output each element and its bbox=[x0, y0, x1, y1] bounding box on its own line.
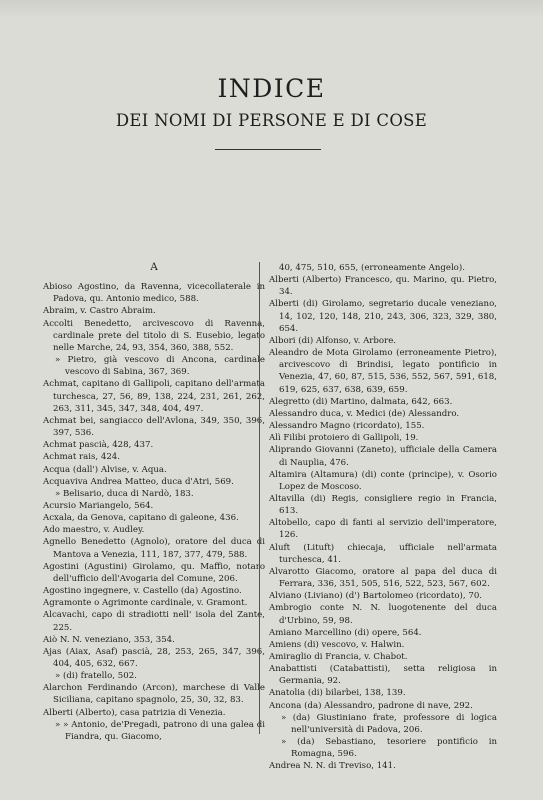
index-entry: Alberti (Alberto) Francesco, qu. Marino, qu. Pietro, 34. bbox=[269, 275, 497, 298]
index-entry: Achmat rais, 424. bbox=[43, 452, 120, 463]
index-entry: Anatolia (di) bilarbei, 138, 139. bbox=[269, 688, 406, 699]
index-entry: Agostino ingegnere, v. Castello (da) Agostino. bbox=[43, 586, 242, 597]
index-entry: Alberti (Alberto), casa patrizia di Venezia. bbox=[43, 707, 226, 718]
index-entry: Alessandro duca, v. Medici (de) Alessandro. bbox=[269, 408, 460, 419]
index-entry: Acqua (dall') Alvise, v. Aqua. bbox=[43, 464, 167, 475]
page-title: INDICE bbox=[217, 74, 326, 103]
right-column bbox=[269, 262, 497, 773]
index-entry: Alberti (di) Girolamo, segretario ducale veneziano, 14, 102, 120, 148, 210, 243, 306, 323, 329, 380, 654. bbox=[269, 299, 497, 334]
index-entry: Alessandro Magno (ricordato), 155. bbox=[269, 421, 425, 432]
index-entry: Acquaviva Andrea Matteo, duca d'Atri, 569. bbox=[43, 476, 234, 487]
index-entry: Anabattisti (Catabattisti), setta religiosa in Germania, 92. bbox=[269, 664, 497, 687]
index-entry: Alviano (Liviano) (d') Bartolomeo (ricordato), 70. bbox=[269, 591, 483, 602]
index-entry: Aleandro de Mota Girolamo (erroneamente Pietro), arcivescovo di Brindisi, legato pontificio in Venezia, 47, 60, 87, 515, 536, 552, 567, 591, 618, 619, 625, 637, 638, 639, 659. bbox=[269, 348, 497, 395]
index-entry: » » Antonio, de'Pregadi, patrono di una galea di Fiandra, qu. Giacomo, bbox=[55, 719, 265, 742]
index-entry: Acursio Mariangelo, 564. bbox=[43, 500, 154, 511]
index-entry: Ancona (da) Alessandro, padrone di nave, 292. bbox=[269, 700, 473, 711]
index-entry: Aluft (Lituft) chiecaja, ufficiale nell'armata turchesca, 41. bbox=[269, 542, 497, 565]
index-entry: » Belisario, duca di Nardò, 183. bbox=[55, 488, 194, 499]
index-entry: Albori (di) Alfonso, v. Arbore. bbox=[269, 335, 397, 346]
index-entry: Acxala, da Genova, capitano di galeone, 436. bbox=[43, 513, 239, 524]
index-entry: 40, 475, 510, 655, (erroneamente Angelo). bbox=[279, 263, 465, 273]
index-entry: Abraim, v. Castro Abraim. bbox=[43, 306, 156, 317]
index-entry: Amiens (di) vescovo, v. Halwin. bbox=[269, 639, 405, 650]
index-entry: Aiò N. N. veneziano, 353, 354. bbox=[43, 634, 175, 645]
index-entry: Agnello Benedetto (Agnolo), oratore del duca di Mantova a Venezia, 111, 187, 377, 479, 588. bbox=[43, 537, 265, 560]
index-entry: Agramonte o Agrimonte cardinale, v. Gramont. bbox=[43, 598, 248, 609]
index-entry: Altavilla (di) Regis, consigliere regio in Francia, 613. bbox=[269, 493, 497, 517]
index-entry: Altamira (Altamura) (di) conte (principe), v. Osorio Lopez de Moscoso. bbox=[269, 469, 497, 492]
index-entry: Ado maestro, v. Audley. bbox=[43, 525, 145, 536]
index-entry: » (da) Sebastiano, tesoriere pontificio in Romagna, 596. bbox=[281, 737, 497, 760]
index-entry: Achmat pascià, 428, 437. bbox=[43, 440, 154, 451]
index-entry: Alcavachi, capo di stradiotti nell' isola del Zante, 225. bbox=[43, 610, 265, 633]
index-entry: Alarchon Ferdinando (Arcon), marchese di Valle Siciliana, capitano spagnolo, 25, 30, 32, 83. bbox=[43, 683, 265, 706]
index-entry: Agostini (Agustini) Girolamo, qu. Maffio, notaro dell'ufficio dell'Avogaria del Comune, 206. bbox=[43, 561, 265, 584]
index-entry: » (da) Giustiniano frate, professore di logica nell'università di Padova, 206. bbox=[281, 712, 497, 735]
index-entry: Amiraglio di Francia, v. Chabot. bbox=[269, 652, 408, 662]
index-entry: Alegretto (di) Martino, dalmata, 642, 663. bbox=[269, 396, 453, 407]
index-entry: Amiano Marcellino (di) opere, 564. bbox=[269, 627, 422, 638]
left-column bbox=[43, 262, 265, 743]
index-entry: » (di) fratello, 502. bbox=[55, 671, 137, 682]
index-entry: Alì Filibi protoiero di Gallipoli, 19. bbox=[269, 433, 419, 444]
section-letter: A bbox=[150, 261, 158, 273]
index-entry: Aliprando Giovanni (Zaneto), ufficiale della Camera di Nauplia, 476. bbox=[269, 445, 497, 468]
index-entry: Altobello, capo di fanti al servizio dell'imperatore, 126. bbox=[269, 518, 497, 541]
index-entry: Ajas (Aiax, Asaf) pascià, 28, 253, 265, 347, 396, 404, 405, 632, 667. bbox=[43, 646, 265, 669]
index-entry: Andrea N. N. di Treviso, 141. bbox=[269, 761, 396, 772]
index-entry: Ambrogio conte N. N. luogotenente del duca d'Urbino, 59, 98. bbox=[269, 603, 497, 626]
page-edge bbox=[0, 0, 543, 18]
index-entry: Alvarotto Giacomo, oratore al papa del duca di Ferrara, 336, 351, 505, 516, 522, 523, 567, 602. bbox=[269, 566, 497, 590]
index-entry: Abioso Agostino, da Ravenna, vicecollaterale in Padova, qu. Antonio medico, 588. bbox=[43, 282, 265, 305]
index-entry: Achmat bei, sangiacco dell'Avlona, 349, 350, 396, 397, 536. bbox=[43, 415, 265, 439]
index-entry: Accolti Benedetto, arcivescovo di Ravenna, cardinale prete del titolo di S. Eusebio, legato nelle Marche, 24, 93, 354, 360, 388, 552. bbox=[43, 318, 265, 353]
index-entry: Achmat, capitano di Gallipoli, capitano dell'armata turchesca, 27, 56, 89, 138, 224, 231, 261, 262, 263, 311, 345, 347, 348, 404, 497. bbox=[43, 379, 265, 414]
title-rule bbox=[215, 149, 321, 150]
index-entry: » Pietro, già vescovo di Ancona, cardinale vescovo di Sabina, 367, 369. bbox=[55, 355, 265, 378]
page-subtitle: DEI NOMI DI PERSONE E DI COSE bbox=[115, 111, 428, 130]
column-divider bbox=[259, 262, 260, 734]
